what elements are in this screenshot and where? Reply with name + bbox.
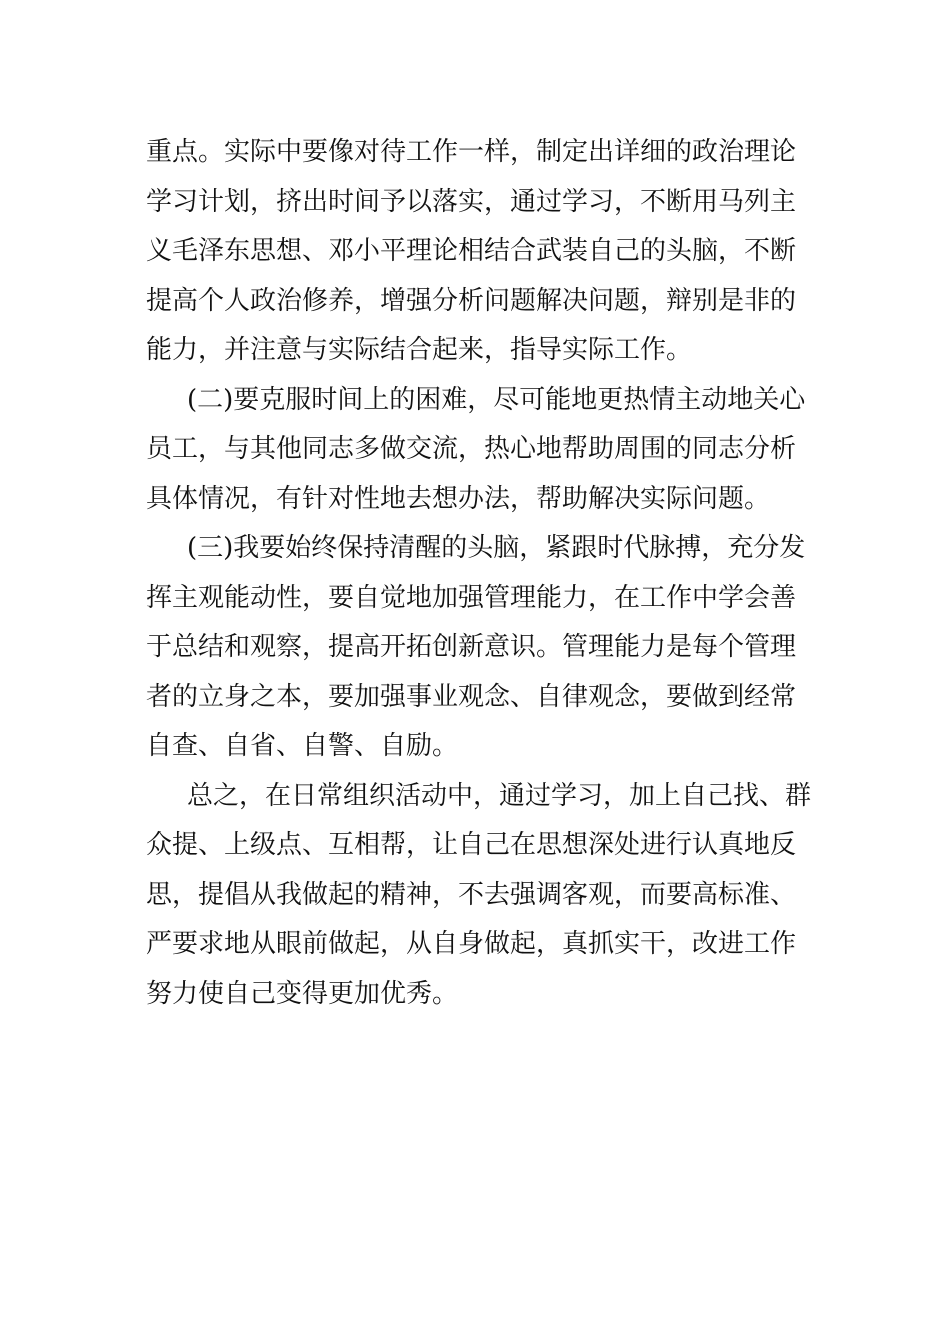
- text-line: 提高个人政治修养，增强分析问题解决问题，辩别是非的: [146, 285, 797, 316]
- paragraph-summary: [146, 772, 816, 1020]
- paragraph-item-three: [146, 524, 816, 772]
- text-line: 总之，在日常组织活动中，通过学习，加上自己找、群: [187, 780, 812, 811]
- text-line: 努力使自己变得更加优秀。: [146, 978, 459, 1009]
- text-line: 思，提倡从我做起的精神，不去强调客观，而要高标准、: [146, 879, 797, 910]
- document-body: [146, 128, 816, 1019]
- text-line: 员工，与其他同志多做交流，热心地帮助周围的同志分析: [146, 434, 797, 464]
- text-line: 者的立身之本，要加强事业观念、自律观念，要做到经常: [146, 681, 797, 712]
- text-line: 挥主观能动性，要自觉地加强管理能力，在工作中学会善: [146, 582, 797, 613]
- paragraph-item-two: [146, 376, 816, 525]
- text-line: (二)要克服时间上的困难，尽可能地更热情主动地关心: [187, 384, 806, 415]
- text-line: 具体情况，有针对性地去想办法，帮助解决实际问题。: [146, 483, 771, 514]
- text-line: (三)我要始终保持清醒的头脑，紧跟时代脉搏，充分发: [187, 533, 806, 563]
- text-line: 能力，并注意与实际结合起来，指导实际工作。: [146, 335, 693, 365]
- text-line: 义毛泽东思想、邓小平理论相结合武装自己的头脑，不断: [146, 236, 797, 266]
- text-line: 众提、上级点、互相帮，让自己在思想深处进行认真地反: [146, 830, 797, 860]
- text-line: 自查、自省、自警、自励。: [146, 731, 459, 761]
- text-line: 学习计划，挤出时间予以落实，通过学习，不断用马列主: [146, 186, 797, 217]
- text-line: 严要求地从眼前做起，从自身做起，真抓实干，改进工作: [146, 929, 797, 959]
- paragraph-continuation: [146, 128, 816, 376]
- text-line: 于总结和观察，提高开拓创新意识。管理能力是每个管理: [146, 632, 797, 662]
- text-line: 重点。实际中要像对待工作一样，制定出详细的政治理论: [146, 137, 797, 167]
